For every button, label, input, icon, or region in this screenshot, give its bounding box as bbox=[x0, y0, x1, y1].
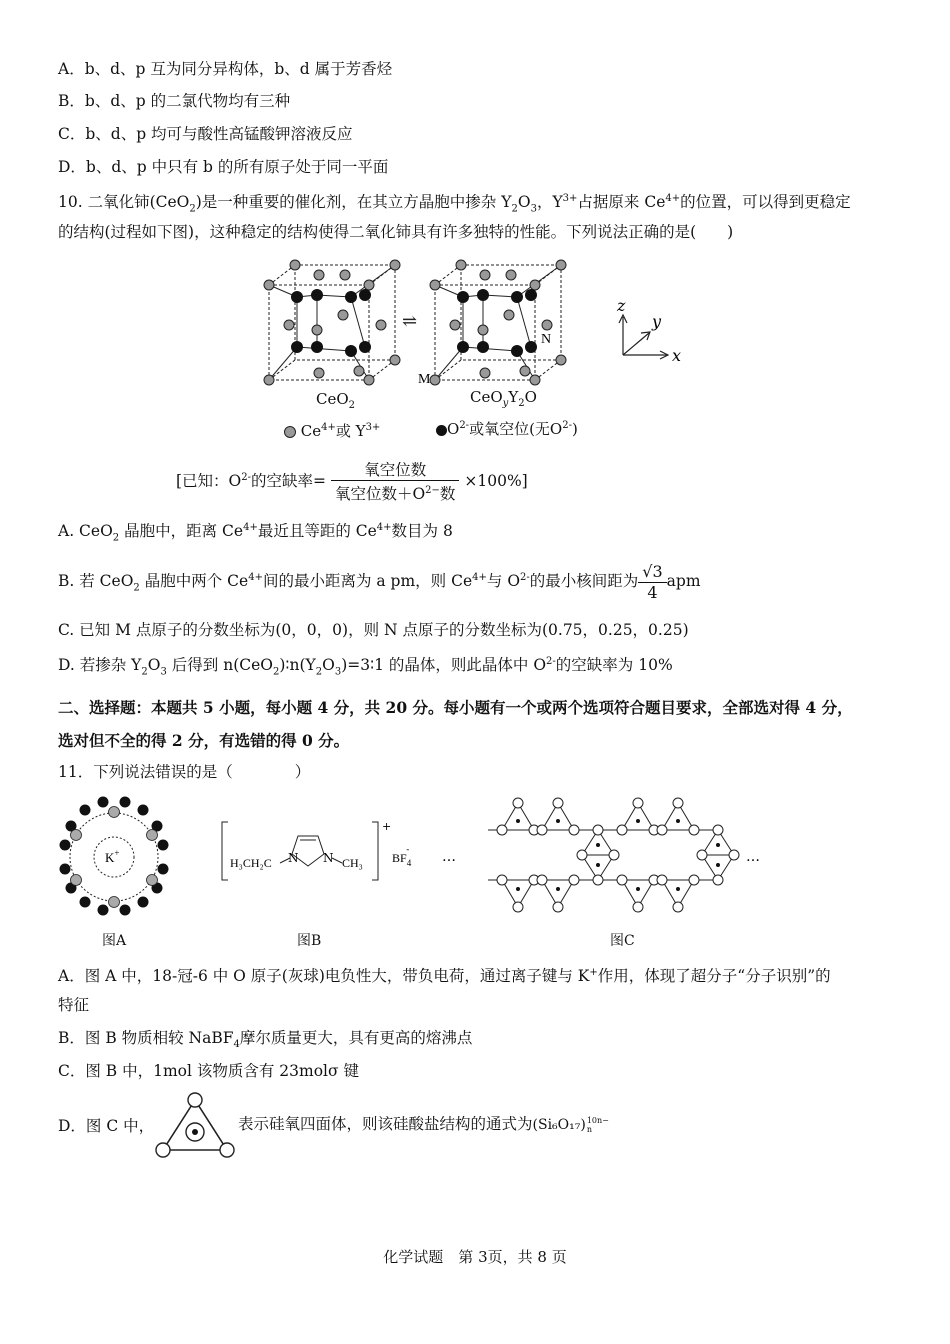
figure-c-silicate-chain bbox=[440, 795, 780, 920]
ethyl-group: H₃CH₂C bbox=[230, 856, 272, 870]
legend-black-atom: $O^{2-}$或氧空位(无$O^{2-}$) bbox=[436, 418, 578, 439]
ceo2-label: CeO$_2$ bbox=[316, 390, 356, 411]
axis-y-label: y bbox=[652, 312, 662, 331]
q10-option-d: D. 若掺杂 $Y_2O_3$ 后得到 $n(CeO_2)∶n(Y_2O_3)=3∶1$ 的晶体，则此晶体中 $O^{2-}$的空缺率为 10% bbox=[58, 656, 673, 678]
q11-option-a-line1: A．图 A 中，18-冠-6 中 O 原子(灰球)电负性大，带负电荷，通过离子键与 K+作用，体现了超分子“分子识别”的 bbox=[58, 967, 831, 986]
figure-b-ionic-liquid bbox=[220, 820, 430, 890]
chain-continuation-right: … bbox=[746, 849, 760, 865]
q10-option-a: A. CeO$_2$ 晶胞中，距离 $Ce^{4+}$最近且等距的 $Ce^{4+}$数目为 8 bbox=[58, 522, 453, 544]
black-atom-icon bbox=[436, 425, 447, 436]
q10-option-b: B. 若 CeO$_2$ 晶胞中两个 $Ce^{4+}$间的最小距离为 a pm，则 $Ce^{4+}$与 $O^{2-}$的最小核间距为 $\frac{√3}{4}$ apm bbox=[58, 561, 701, 602]
vacancy-rate-formula: [已知：$O^{2-}$的空缺率= $\frac{\text{氧空位数}}{氧空位数+O^{2-}数}$ ×100%] bbox=[176, 461, 528, 504]
equilibrium-arrow: ⇌ bbox=[402, 311, 418, 332]
methyl-group: CH₃ bbox=[342, 856, 363, 870]
figure-c-label: 图C bbox=[610, 933, 635, 949]
q11-option-d: D．图 C 中， bbox=[58, 1117, 155, 1135]
ceo2-black-atoms bbox=[291, 289, 371, 357]
silicon-oxygen-tetrahedron-icon bbox=[155, 1090, 235, 1160]
q10-option-c: C. 已知 M 点原子的分数坐标为(0，0，0)，则 N 点原子的分数坐标为(0.75，0.25，0.25) bbox=[58, 621, 689, 639]
ceo2-crystal-figure bbox=[255, 255, 705, 445]
imidazole-n2: N bbox=[323, 851, 334, 865]
axis-z-label: z bbox=[617, 296, 626, 315]
legend-gray-atom: $Ce^{4+}$或 $Y^{3+}$ bbox=[284, 420, 380, 441]
q11-option-b: B．图 B 物质相较 NaBF$_4$摩尔质量更大，具有更高的熔沸点 bbox=[58, 1029, 473, 1051]
chain-continuation-left: … bbox=[442, 849, 456, 865]
imidazole-n1: N bbox=[288, 851, 299, 865]
figure-b-label: 图B bbox=[297, 933, 322, 949]
q11-option-d-text: 表示硅氧四面体，则该硅酸盐结构的通式为(Si₆O₁₇) 10n− n bbox=[238, 1115, 609, 1134]
cation-charge: + bbox=[382, 820, 392, 833]
k-ion-label: K+ bbox=[105, 848, 120, 865]
q9-option-a: A．b、d、p 互为同分异构体，b、d 属于芳香烃 bbox=[58, 60, 393, 78]
q9-option-b: B．b、d、p 的二氯代物均有三种 bbox=[58, 92, 291, 110]
q10-stem-line2: 的结构(过程如下图)，这种稳定的结构使得二氧化铈具有许多独特的性能。下列说法正确的是( ) bbox=[58, 223, 734, 241]
q9-option-d: D．b、d、p 中只有 b 的所有原子处于同一平面 bbox=[58, 158, 389, 176]
q11-stem: 11．下列说法错误的是（ ） bbox=[58, 763, 311, 781]
label-m: M bbox=[418, 372, 431, 387]
ceoy2o-gray-atoms bbox=[430, 260, 566, 385]
q10-stem-line1: 10. 二氧化铈(CeO$_2$)是一种重要的催化剂，在其立方晶胞中掺杂 $Y_2O_3$，$Y^{3+}$占据原来 $Ce^{4+}$的位置，可以得到更稳定 bbox=[58, 193, 851, 215]
figure-a-label: 图A bbox=[102, 933, 127, 949]
q9-option-c: C．b、d、p 均可与酸性高锰酸钾溶液反应 bbox=[58, 125, 353, 143]
ceoy2o-label: $CeO_yY_2O$ bbox=[470, 388, 537, 409]
page-footer: 化学试题 第 3页，共 8 页 bbox=[383, 1248, 567, 1266]
q11-option-a-line2: 特征 bbox=[58, 996, 90, 1014]
axis-x-label: x bbox=[672, 346, 682, 365]
label-n: N bbox=[541, 332, 552, 347]
ceoy2o-black-atoms bbox=[457, 289, 537, 357]
ceo2-gray-atoms bbox=[264, 260, 400, 385]
bf4-anion: $BF_4-$ bbox=[392, 844, 412, 868]
section2-line2: 选对但不全的得 2 分，有选错的得 0 分。 bbox=[58, 731, 350, 750]
q11-option-c: C．图 B 中，1mol 该物质含有 23molσ 键 bbox=[58, 1062, 360, 1080]
gray-atom-icon bbox=[284, 426, 296, 438]
section2-line1: 二、选择题：本题共 5 小题，每小题 4 分，共 20 分。每小题有一个或两个选项符合题目要求，全部选对得 4 分， bbox=[58, 698, 853, 717]
figure-a-crown-ether bbox=[55, 790, 175, 920]
